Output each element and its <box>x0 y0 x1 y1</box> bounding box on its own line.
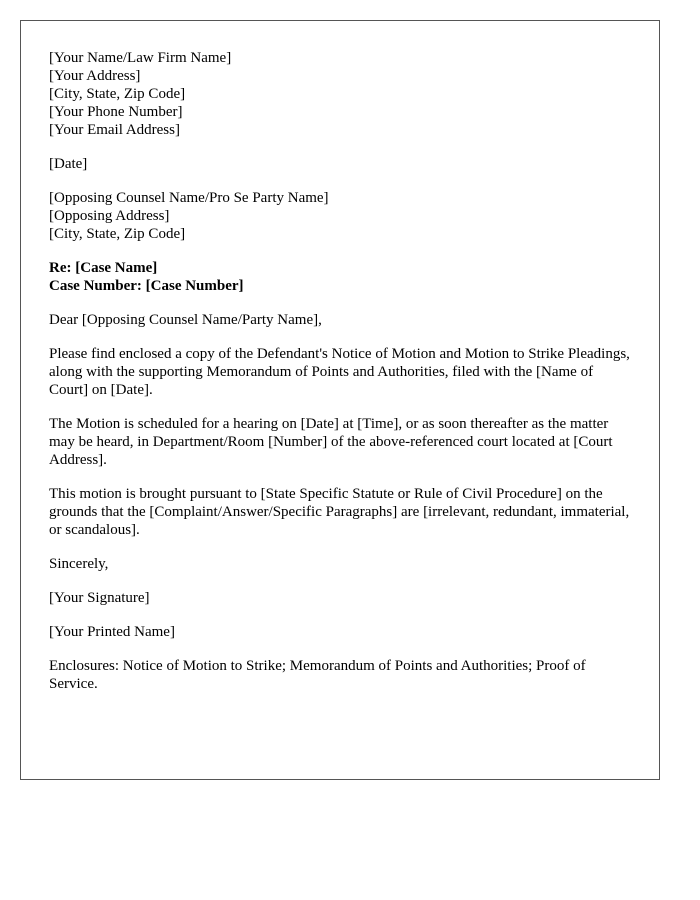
signature-line: [Your Signature] <box>49 590 150 606</box>
reference-block <box>49 259 631 295</box>
sender-city-state-zip: [City, State, Zip Code] <box>49 86 186 102</box>
closing: Sincerely, <box>49 556 109 572</box>
printed-name: [Your Printed Name] <box>49 624 175 640</box>
enclosures: Enclosures: Notice of Motion to Strike; Memorandum of Points and Authorities; Proof of Service. <box>49 658 586 692</box>
recipient-name: [Opposing Counsel Name/Pro Se Party Name] <box>49 190 329 206</box>
body-paragraph-2: The Motion is scheduled for a hearing on [Date] at [Time], or as soon thereafter as the matter may be heard, in Department/Room [Number] of the above-referenced court located at [Court Address]. <box>49 416 613 468</box>
sender-address: [Your Address] <box>49 68 141 84</box>
letter-page <box>20 20 660 780</box>
recipient-block <box>49 189 631 243</box>
sender-phone: [Your Phone Number] <box>49 104 183 120</box>
sender-block <box>49 49 631 139</box>
re-line: Re: [Case Name] <box>49 260 158 276</box>
sender-name: [Your Name/Law Firm Name] <box>49 50 232 66</box>
case-number-line: Case Number: [Case Number] <box>49 278 244 294</box>
letter-date: [Date] <box>49 156 88 172</box>
letter-content <box>49 49 631 709</box>
body-paragraph-3: This motion is brought pursuant to [State Specific Statute or Rule of Civil Procedure] on the grounds that the [Complaint/Answer/Specific Paragraphs] are [irrelevant, redundant, immaterial, or scandalous]. <box>49 486 630 538</box>
recipient-address: [Opposing Address] <box>49 208 170 224</box>
body-paragraph-1: Please find enclosed a copy of the Defendant's Notice of Motion and Motion to Strike Pleadings, along with the supporting Memorandum of Points and Authorities, filed with the [Name of Court] on [Date]. <box>49 346 630 398</box>
recipient-city-state-zip: [City, State, Zip Code] <box>49 226 186 242</box>
date-block <box>49 155 631 173</box>
sender-email: [Your Email Address] <box>49 122 180 138</box>
salutation: Dear [Opposing Counsel Name/Party Name], <box>49 312 322 328</box>
